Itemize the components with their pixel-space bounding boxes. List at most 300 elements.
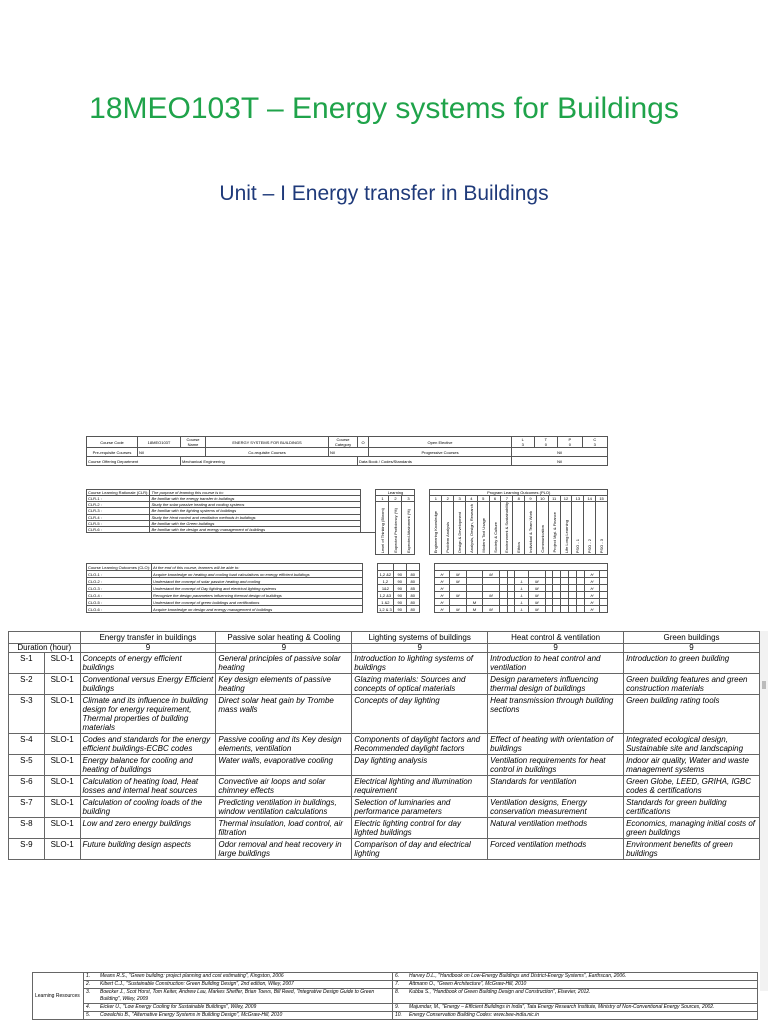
plo-vlabel-cell [501,502,513,555]
schedule-row [9,839,760,860]
topic-cell: Thermal insulation, load control, air filtration [216,818,352,839]
course-category: O [358,437,369,448]
clo-attainment: 80 [406,571,419,578]
plo-vlabel: Design & Development [457,512,463,553]
topic-cell: Comparison of day and electrical lighting [352,839,488,860]
resource-text: Energy Conservation Building Codes: www.bee-india.nic.in [407,1012,758,1020]
plo-cell: M [483,592,500,599]
plo-cell: H [434,599,449,606]
plo-vlabel-cell [442,502,454,555]
coreq-value: Nil [329,448,369,457]
learning-vlabel-cell [402,502,415,555]
schedule-table [8,631,760,860]
plo-vlabel: Life Long Learning [563,519,569,553]
unit-subtitle: Unit – I Energy transfer in Buildings [219,182,549,205]
session-number: S-8 [9,818,45,839]
topic-cell: Environment benefits of green buildings [624,839,760,860]
plo-cell: H [434,585,449,592]
resource-text: Majumdar, M., "Energy – Efficient Buildings in India", Tata Energy Research Institute, Ministry of Non-Conventional Energy Sources, 2002. [407,1004,758,1012]
clo-proficiency: 90 [393,599,406,606]
plo-vlabel: PSO - 3 [599,538,605,553]
clr-code: CLR-3 : [87,508,150,514]
learning-vlabel: Expected Attainment (%) [405,508,411,553]
topic-cell: Codes and standards for the energy efficient buildings-ECBC codes [80,734,216,755]
plo-cell: H [584,585,599,592]
resource-num: 3. [84,989,99,1004]
topic-cell: Calculation of cooling loads of the building [80,797,216,818]
plo-cell [545,578,553,585]
clo-gap-2 [419,571,434,578]
plo-col-num: 11 [548,496,560,502]
plo-cell [561,571,569,578]
topic-cell: Concepts of day lighting [352,695,488,734]
plo-cell [553,599,561,606]
plo-cell [553,592,561,599]
schedule-row [9,797,760,818]
topic-cell: Concepts of energy efficient buildings [80,653,216,674]
topic-cell: Day lighting analysis [352,755,488,776]
plo-cell: H [584,592,599,599]
plo-cell [600,585,608,592]
plo-cell [569,578,577,585]
plo-cell: M [483,606,500,613]
clo-code: CLO-3 : [87,585,152,592]
slo-label: SLO-1 [44,674,80,695]
plo-cell: M [450,571,467,578]
topic-cell: Introduction to green building [624,653,760,674]
plo-cell [576,585,584,592]
clo-level: 1,2 & 3 [379,606,392,612]
plo-vlabel: Project Mgt. & Finance [551,512,557,553]
resource-num: 6. [393,973,408,981]
plo-vlabel-cell [548,502,560,555]
clo-proficiency: 90 [393,571,406,578]
plo-col-num: 12 [560,496,572,502]
plo-cell [569,592,577,599]
duration-hours: 9 [216,644,352,653]
topic-cell: Economics, managing initial costs of green buildings [624,818,760,839]
clo-text: Acquire knowledge on design and energy management of buildings [152,606,363,613]
clo-proficiency: 90 [393,606,406,613]
topic-cell: Natural ventilation methods [488,818,624,839]
plo-cell [483,599,500,606]
duration-hours: 9 [624,644,760,653]
duration-label: Duration (hour) [9,644,81,653]
topic-cell: Green building features and green construction materials [624,674,760,695]
clr-code: CLR-1 : [87,496,150,502]
topic-cell: Selection of luminaries and performance parameters [352,797,488,818]
clr-code: CLR-2 : [87,502,150,508]
topic-cell: Passive cooling and its Key design elements, ventilation [216,734,352,755]
clr-code: CLR-6 : [87,527,150,533]
plo-cell [483,578,500,585]
clo-text: Understand the concept of solar passive heating and cooling [152,578,363,585]
plo-cell: H [584,571,599,578]
plo-col-num: 8 [513,496,525,502]
ltpc-t [534,437,558,448]
plo-cell: L [515,599,529,606]
resource-text: Attmann O., "Green Architecture", McGraw-Hill, 2010 [407,981,758,989]
plo-cell: M [483,571,500,578]
plo-col-num: 1 [430,496,442,502]
topic-cell: Electric lighting control for day lighted buildings [352,818,488,839]
ltpc-p [558,437,582,448]
plo-vlabel: Modern Tool Usage [480,518,486,553]
plo-cell: H [584,578,599,585]
clo-attainment: 80 [406,578,419,585]
plo-cell [466,585,483,592]
plo-col-num: 10 [536,496,548,502]
resource-row [33,989,758,1004]
ltpc-l [512,437,535,448]
plo-vlabel: PSO - 2 [587,538,593,553]
resource-text: Eicker U., "Low Energy Cooling for Sustainable Buildings", Wiley, 2009 [98,1004,393,1012]
resource-num: 7. [393,981,408,989]
learning-vlabel: Expected Proficiency (%) [392,508,398,553]
plo-cell: M [450,578,467,585]
plo-vlabel-cell [572,502,584,555]
plo-vlabel: Analysis, Design, Research [468,504,474,553]
clo-gap [363,564,378,571]
session-number: S-3 [9,695,45,734]
clo-attainment: 85 [406,585,419,592]
ltpc-value-t: 0 [544,442,547,447]
clo-row [87,599,608,606]
topic-cell: Integrated ecological design, Sustainable site and landscaping [624,734,760,755]
topic-cell: Introduction to lighting systems of buildings [352,653,488,674]
plo-vlabel: Society & Culture [492,522,498,553]
clo-heading: Course Learning Outcomes (CLO): [88,564,151,570]
learning-vlabel: Level of Thinking (Bloom) [379,507,385,553]
course-code-label: Course Code [87,437,138,448]
plo-vlabel: Engineering Knowledge [433,510,439,553]
schedule-row [9,776,760,797]
resource-text: Cowalchiu B., "Alternative Energy Systems in Building Design", McGraw-Hill, 2010 [98,1012,393,1020]
clr-heading: Course Learning Rationale (CLR): [88,490,149,495]
plo-cell [553,571,561,578]
plo-cell [507,578,515,585]
plo-cell [450,599,467,606]
plo-cell [561,599,569,606]
course-header-table [86,436,608,466]
dept-value: Mechanical Engineering [181,457,358,466]
plo-cell: H [584,599,599,606]
learning-resources-table [32,972,758,1020]
course-category-name: Open Elective [369,437,512,448]
clr-text: Be familiar with the Green buildings [150,520,361,526]
clo-gap-2 [419,592,434,599]
topic-cell: Glazing materials: Sources and concepts of optical materials [352,674,488,695]
plo-col-num: 9 [525,496,537,502]
plo-cell [499,585,507,592]
topic-cell: Future building design aspects [80,839,216,860]
plo-vlabel-cell [454,502,466,555]
plo-cell: M [450,592,467,599]
clr-purpose: The purpose of learning this course is to: [150,490,361,496]
session-number: S-7 [9,797,45,818]
plo-cell: M [529,578,546,585]
column-header: Green buildings [624,632,760,644]
session-number: S-5 [9,755,45,776]
plo-col-num: 2 [442,496,454,502]
ltpc-value-p: 0 [568,442,571,447]
plo-cell: L [515,585,529,592]
progressive-value: Nil [512,448,608,457]
clo-row [87,592,608,599]
scrollbar-marker [762,681,766,689]
plo-cell: M [529,599,546,606]
plo-vlabel-cell [584,502,596,555]
slo-label: SLO-1 [44,695,80,734]
topic-cell: Design parameters influencing thermal design of buildings [488,674,624,695]
prereq-value: Nil [138,448,206,457]
dept-label: Course Offering Department [87,457,181,466]
clo-head-blank [378,564,394,571]
topic-cell: Heat transmission through building sections [488,695,624,734]
topic-cell: Low and zero energy buildings [80,818,216,839]
plo-cell: L [515,592,529,599]
topic-cell: Introduction to heat control and ventilation [488,653,624,674]
clo-row [87,585,608,592]
plo-cell [576,571,584,578]
clo-level: 1,2 &2 [378,571,394,578]
duration-hours: 9 [352,644,488,653]
clr-text: Study the Heat control and ventilation methods in buildings [150,514,361,520]
plo-cell [569,606,577,613]
session-number: S-1 [9,653,45,674]
schedule-corner [9,632,81,644]
duration-hours: 9 [80,644,216,653]
topic-cell: Energy balance for cooling and heating of buildings [80,755,216,776]
topic-cell: Electrical lighting and illumination requirement [352,776,488,797]
plo-vlabel: PSO - 1 [575,538,581,553]
plo-cell [576,592,584,599]
clr-spacer [87,533,376,555]
plo-col-num: 6 [489,496,501,502]
clo-text: Understand the concept of green buildings and certifications [152,599,363,606]
learning-col-num: 1 [376,496,389,502]
ltpc-label-p: P [568,437,572,442]
topic-cell: Predicting ventilation in buildings, window ventilation calculations [216,797,352,818]
plo-cell [529,571,546,578]
plo-cell: L [515,578,529,585]
clo-text: Acquire knowledge on heating and cooling load calculations on energy efficient buildings [152,571,363,578]
schedule-row [9,755,760,776]
resource-num: 10. [393,1012,408,1020]
plo-cell [507,571,515,578]
clo-gap [363,592,378,599]
clr-code: CLR-5 : [87,520,150,526]
databook-value: Nil [512,457,608,466]
plo-cell [569,571,577,578]
plo-cell [466,578,483,585]
clo-gap [363,571,378,578]
clo-level: 1,2 [378,578,394,585]
plo-vlabel-cell [477,502,489,555]
schedule-row [9,734,760,755]
course-name-label: Course Name [181,437,206,448]
schedule-row [9,674,760,695]
schedule-row [9,653,760,674]
plo-cell [569,585,577,592]
clo-code: CLO-1 : [87,571,152,578]
clo-proficiency: 90 [393,578,406,585]
clo-gap-2 [419,578,434,585]
plo-vlabel: Problem Analysis [445,522,451,553]
plo-cell [507,592,515,599]
plo-cell [499,571,507,578]
topic-cell: Ventilation designs, Energy conservation measurement [488,797,624,818]
clr-plo-table [86,489,608,555]
clo-gap [363,599,378,606]
topic-cell: Calculation of heating load, Heat losses and internal heat sources [80,776,216,797]
course-code: 18MEO103T [138,437,181,448]
resource-text: Boecker J., Scot Horst, Tom Keiter, Andrew Lau, Markes Sheffer, Brian Toevs, Bill Reed, "Integrative Design Guide to Green Building", Wiley, 2009 [98,989,393,1004]
column-header: Heat control & ventilation [488,632,624,644]
clo-row [87,606,608,613]
topic-cell: Direct solar heat gain by Trombe mass walls [216,695,352,734]
clo-gap-2 [419,585,434,592]
page-title: 18MEO103T – Energy systems for Buildings [89,92,679,125]
plo-cell [600,578,608,585]
plo-vlabel-cell [430,502,442,555]
course-name: ENERGY SYSTEMS FOR BUILDINGS [206,437,329,448]
session-number: S-9 [9,839,45,860]
plo-cell: M [529,606,546,613]
learning-vlabel-cell [389,502,402,555]
plo-cell: H [434,606,449,613]
plo-vlabel-cell [560,502,572,555]
column-header: Lighting systems of buildings [352,632,488,644]
plo-cell [576,599,584,606]
clo-gap [363,606,378,613]
clr-text: Be familiar with the energy transfer in buildings [150,496,361,502]
databook-label: Data Book / Codes/Standards [358,457,512,466]
resource-text: Kubba S., "Handbook of Green Building Design and Construction", Elsevier, 2012. [407,989,758,1004]
coreq-label: Co-requisite Courses [206,448,329,457]
scrollbar[interactable] [760,631,768,991]
plo-cell [450,585,467,592]
resource-row [33,1012,758,1020]
topic-cell: Conventional versus Energy Efficient buildings [80,674,216,695]
plo-cell [561,578,569,585]
clo-head-blank [393,564,406,571]
plo-cell [507,599,515,606]
learning-heading: Learning [376,490,415,496]
plo-cell [553,606,561,613]
prereq-label: Pre-requisite Courses [87,448,138,457]
plo-cell: M [466,606,483,613]
clo-code: CLO-4 : [87,592,152,599]
plo-cell [600,571,608,578]
plo-cell: H [584,606,599,613]
topic-cell: Climate and its influence in building design for energy requirement, Thermal properties of building materials [80,695,216,734]
resource-num: 8. [393,989,408,1004]
learning-col-num: 2 [389,496,402,502]
plo-vlabel-cell [596,502,608,555]
clr-gap-2 [415,502,430,555]
session-number: S-4 [9,734,45,755]
plo-cell [499,599,507,606]
topic-cell: Green Globe, LEED, GRIHA, IGBC codes & certifications [624,776,760,797]
clr-text: Study the solar passive heating and cooling systems [150,502,361,508]
plo-vlabel: Individual & Team Work [528,511,534,553]
clo-code: CLO-2 : [87,578,152,585]
plo-cell [561,585,569,592]
clo-text: Understand the concept of Day lighting and electrical lighting systems [152,585,363,592]
clo-purpose: At the end of this course, learners will be able to: [152,564,363,571]
plo-cell: M [450,606,467,613]
plo-cell [576,578,584,585]
plo-col-num: 15 [596,496,608,502]
plo-cell [499,578,507,585]
plo-cell: H [434,571,449,578]
plo-cell [466,571,483,578]
plo-cell [507,585,515,592]
topic-cell: Odor removal and heat recovery in large buildings [216,839,352,860]
clo-attainment: 80 [406,599,419,606]
clr-text: Be familiar with the lighting systems of buildings [150,508,361,514]
plo-vlabel-cell [536,502,548,555]
plo-vlabel: Communication [539,525,545,553]
plo-vlabel: Environment & Sustainability [504,502,510,553]
plo-cell [600,606,608,613]
clo-text: Recognize the design parameters influencing thermal design of buildings [152,592,363,599]
ltpc-label-c: C [593,437,597,442]
plo-col-num: 14 [584,496,596,502]
resource-num: 4. [84,1004,99,1012]
resource-num: 5. [84,1012,99,1020]
plo-cell [545,585,553,592]
plo-cell [561,606,569,613]
clo-code: CLO-6 : [87,606,152,613]
clo-table [86,563,608,613]
clo-code: CLO-5 : [87,599,152,606]
topic-cell: Key design elements of passive heating [216,674,352,695]
ltpc-label-l: L [521,437,524,442]
resources-label: Learning Resources [33,973,84,1020]
plo-vlabel-cell [513,502,525,555]
plo-cell: H [434,592,449,599]
progressive-label: Progressive Courses [369,448,512,457]
learning-col-num: 3 [402,496,415,502]
duration-hours: 9 [488,644,624,653]
session-number: S-2 [9,674,45,695]
resource-num: 9. [393,1004,408,1012]
plo-cell [545,571,553,578]
plo-col-num: 7 [501,496,513,502]
clo-gap [363,585,378,592]
slo-label: SLO-1 [44,839,80,860]
plo-cell [600,592,608,599]
resource-row [33,981,758,989]
resource-row [33,973,758,981]
slo-label: SLO-1 [44,776,80,797]
plo-cell: M [529,592,546,599]
topic-cell: Forced ventilation methods [488,839,624,860]
clo-level: 1 &2 [378,599,394,606]
plo-cell [569,599,577,606]
plo-cell [576,606,584,613]
topic-cell: Components of daylight factors and Recommended daylight factors [352,734,488,755]
topic-cell: Indoor air quality, Water and waste management systems [624,755,760,776]
topic-cell: Convective air loops and solar chimney effects [216,776,352,797]
plo-col-num: 3 [454,496,466,502]
clo-level: 1&2 [378,585,394,592]
plo-cell [499,592,507,599]
slo-label: SLO-1 [44,755,80,776]
plo-cell [466,592,483,599]
